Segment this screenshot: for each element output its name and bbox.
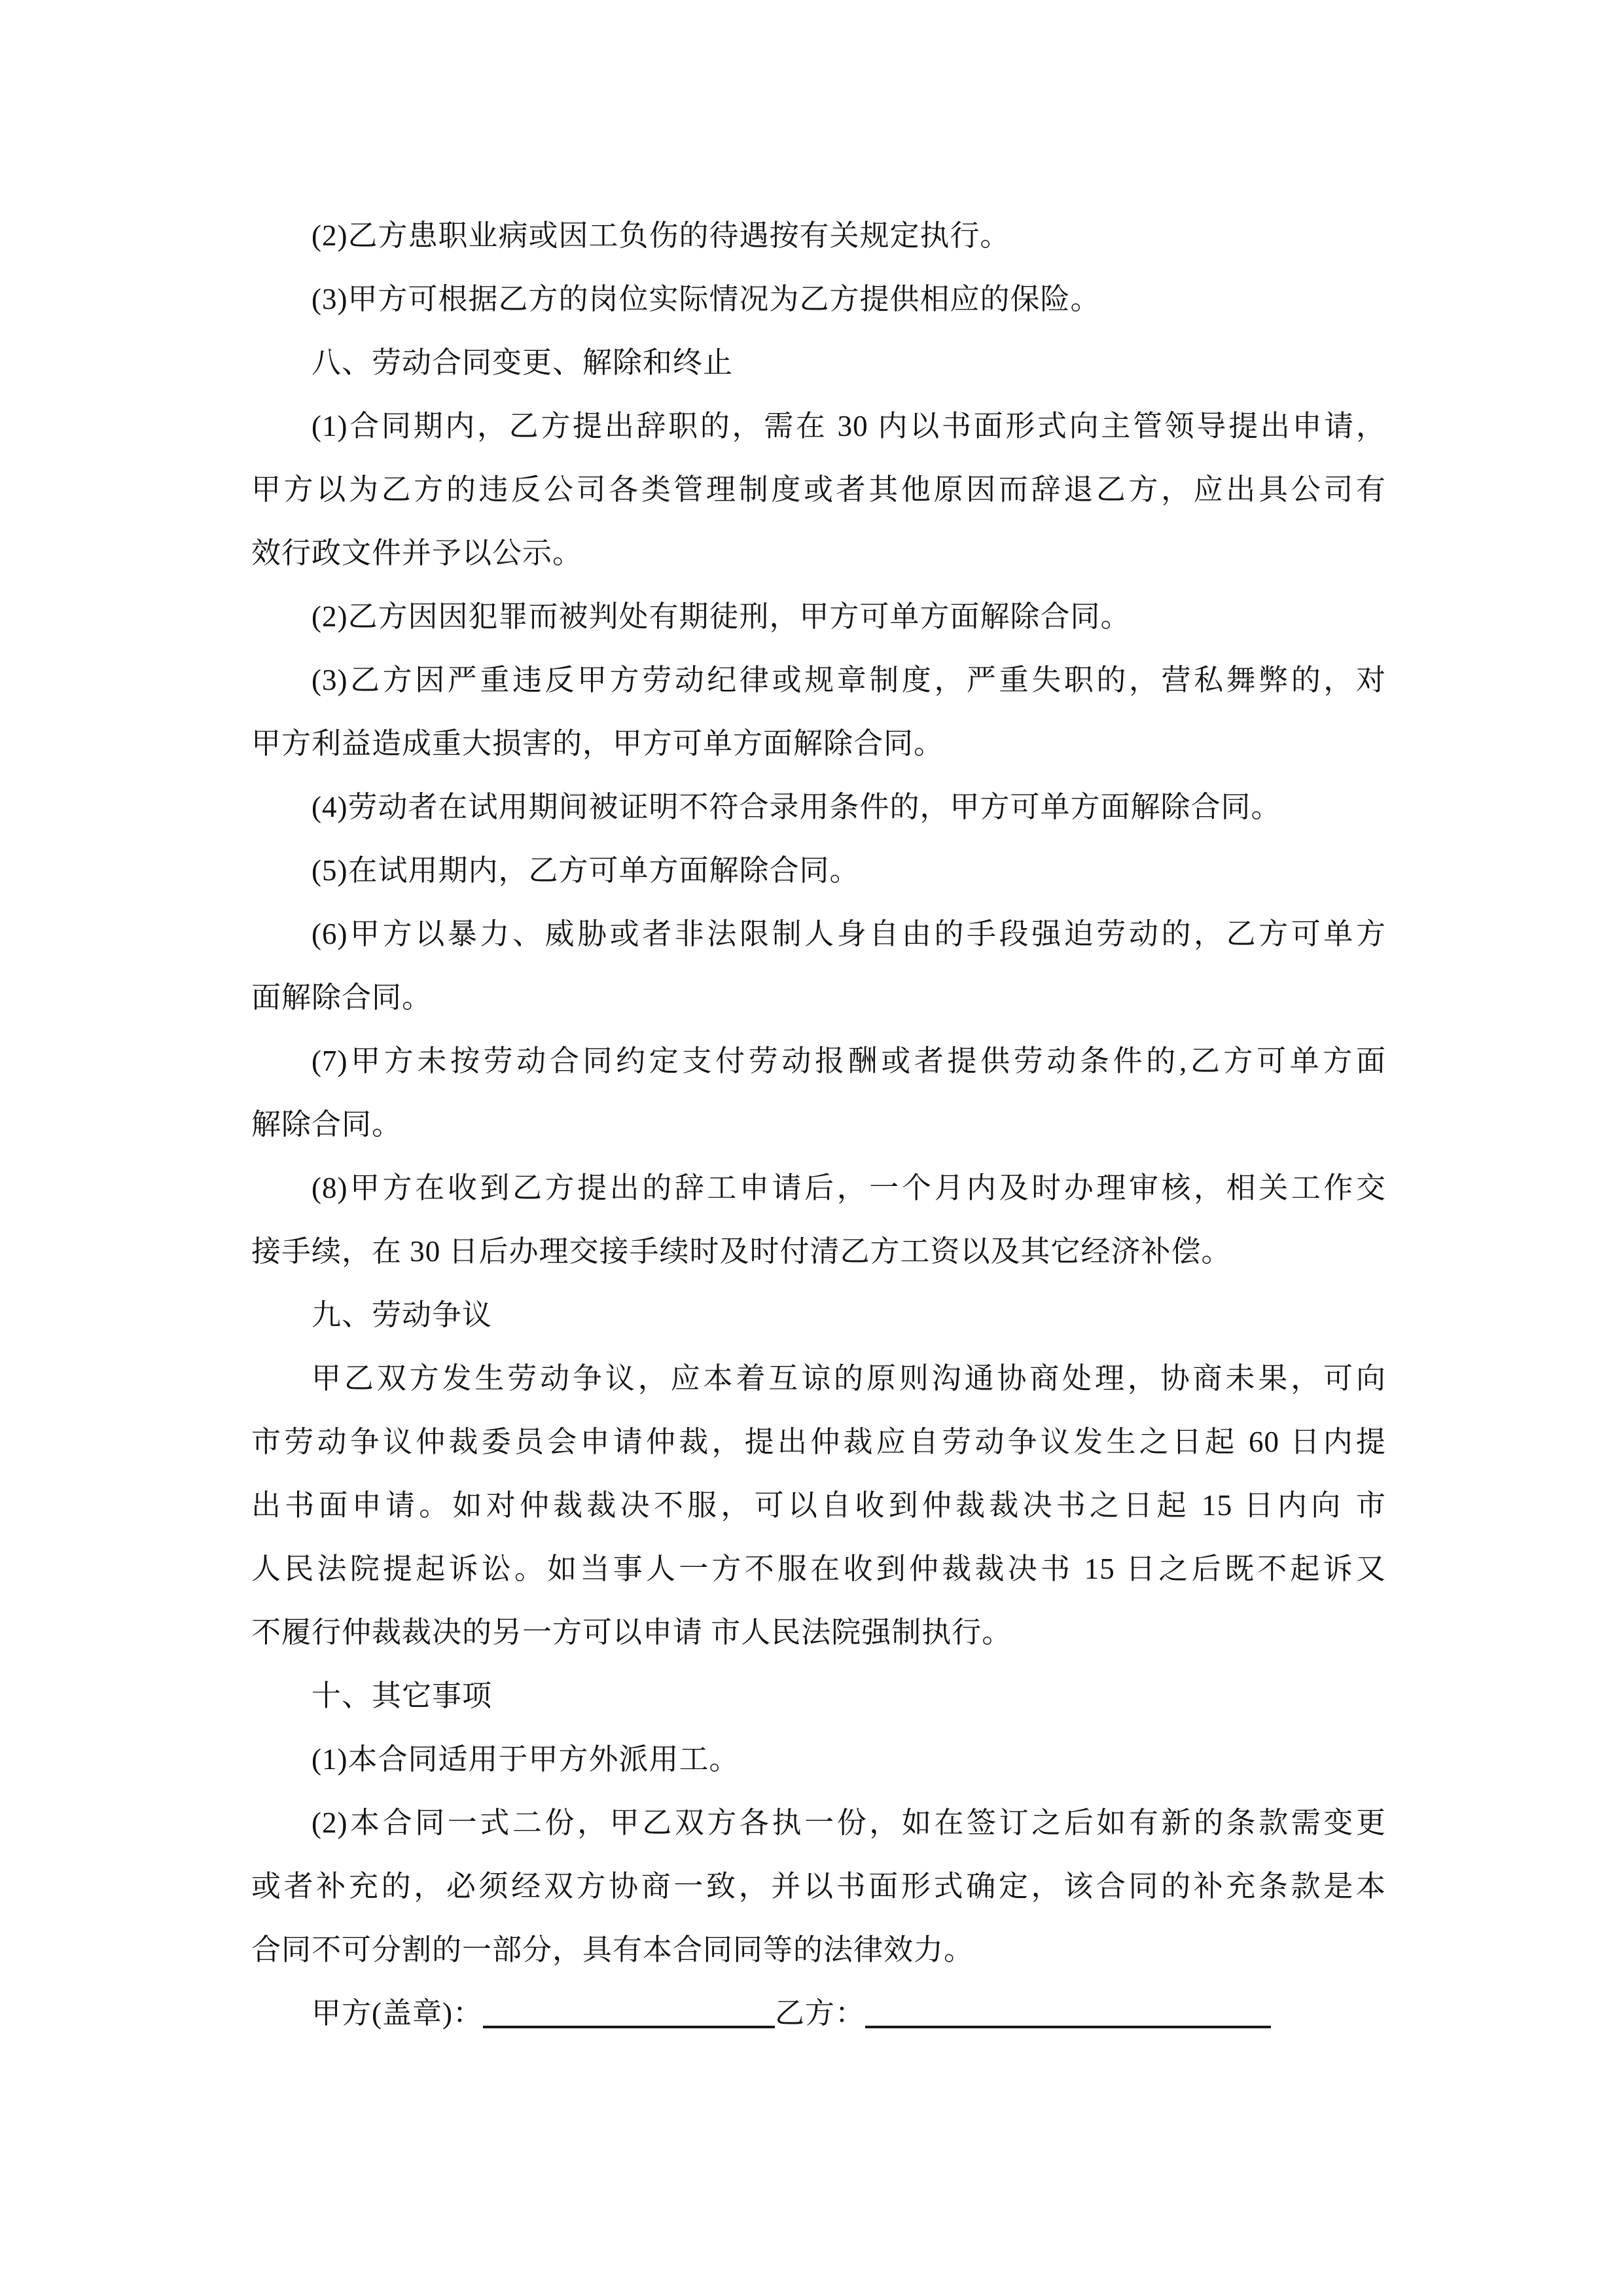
text-line: 解除合同。	[251, 1108, 402, 1141]
text-line: 或者补充的，必须经双方协商一致，并以书面形式确定，该合同的补充条款是本	[251, 1870, 1386, 1903]
text-line: (2)本合同一式二份，甲乙双方各执一份，如在签订之后如有新的条款需变更	[312, 1806, 1386, 1839]
text-line: 面解除合同。	[251, 981, 433, 1014]
text-line: (3)甲方可根据乙方的岗位实际情况为乙方提供相应的保险。	[312, 283, 1101, 315]
text-line: 人民法院提起诉讼。如当事人一方不服在收到仲裁裁决书 15 日之后既不起诉又	[251, 1552, 1386, 1585]
text-line: (5)在试用期内，乙方可单方面解除合同。	[312, 854, 860, 887]
text-line: 市劳动争议仲裁委员会申请仲裁，提出仲裁应自劳动争议发生之日起 60 日内提	[251, 1426, 1386, 1458]
text-line: (1)本合同适用于甲方外派用工。	[312, 1743, 740, 1776]
text-line: 甲方利益造成重大损害的，甲方可单方面解除合同。	[251, 727, 944, 760]
signature-line	[251, 1982, 1386, 2045]
text-line: 十、其它事项	[312, 1679, 493, 1712]
text-line: 效行政文件并予以公示。	[251, 537, 583, 569]
text-line: (6)甲方以暴力、威胁或者非法限制人身自由的手段强迫劳动的，乙方可单方	[312, 918, 1386, 950]
text-line: 不履行仲裁裁决的另一方可以申请 市人民法院强制执行。	[251, 1616, 1012, 1649]
party-b-signature-blank[interactable]	[865, 1992, 1271, 2028]
text-line: (8)甲方在收到乙方提出的辞工申请后，一个月内及时办理审核，相关工作交	[312, 1172, 1386, 1204]
text-line: 九、劳动争议	[312, 1299, 493, 1331]
text-line: 出书面申请。如对仲裁裁决不服，可以自收到仲裁裁决书之日起 15 日内向 市	[251, 1489, 1386, 1522]
text-line: (1)合同期内，乙方提出辞职的，需在 30 内以书面形式向主管领导提出申请，	[312, 410, 1386, 442]
party-b-label: 乙方：	[774, 1997, 865, 2030]
text-line: 甲方以为乙方的违反公司各类管理制度或者其他原因而辞退乙方，应出具公司有	[251, 473, 1386, 506]
party-a-signature-blank[interactable]	[483, 1992, 775, 2028]
party-a-label: 甲方(盖章)：	[312, 1997, 483, 2030]
text-line: 甲乙双方发生劳动争议，应本着互谅的原则沟通协商处理，协商未果，可向	[312, 1362, 1386, 1395]
text-line: (4)劳动者在试用期间被证明不符合录用条件的，甲方可单方面解除合同。	[312, 791, 1281, 823]
text-line: (2)乙方因因犯罪而被判处有期徒刑，甲方可单方面解除合同。	[312, 600, 1131, 633]
text-line: (7)甲方未按劳动合同约定支付劳动报酬或者提供劳动条件的,乙方可单方面	[312, 1045, 1386, 1077]
text-line: 八、劳动合同变更、解除和终止	[312, 346, 734, 379]
text-line: (3)乙方因严重违反甲方劳动纪律或规章制度，严重失职的，营私舞弊的，对	[312, 664, 1386, 696]
text-line: 接手续，在 30 日后办理交接手续时及时付清乙方工资以及其它经济补偿。	[251, 1235, 1232, 1268]
document-body	[251, 204, 1386, 2045]
text-line: 合同不可分割的一部分，具有本合同同等的法律效力。	[251, 1933, 974, 1966]
text-line: (2)乙方患职业病或因工负伤的待遇按有关规定执行。	[312, 219, 1010, 252]
